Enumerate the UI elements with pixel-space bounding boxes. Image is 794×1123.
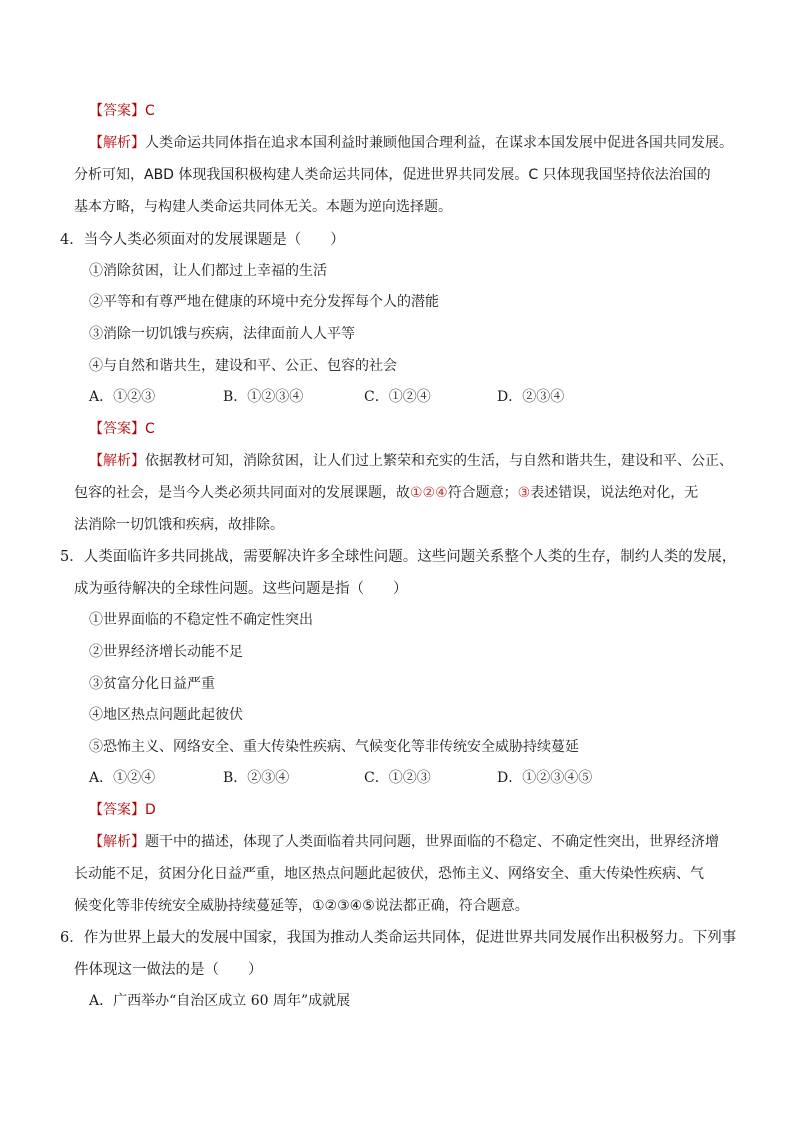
- analysis-text: 依据教材可知，消除贫困，让人们过上繁荣和充实的生活，与自然和谐共生，建设和平、公正、: [145, 453, 733, 469]
- option-d: D．②③④: [497, 389, 565, 405]
- answer-value: C: [145, 103, 155, 119]
- question-stem: 成为亟待解决的全球性问题。这些问题是指（ ）: [74, 581, 408, 597]
- analysis-line: 长动能不足，贫困分化日益严重，地区热点问题此起彼伏，恐怖主义、网络安全、重大传染性疾病、气: [74, 866, 704, 882]
- option-b: B．①②③④: [223, 389, 304, 405]
- statement-item: ④与自然和谐共生，建设和平、公正、包容的社会: [89, 358, 397, 374]
- option-b: B．②③④: [223, 770, 290, 786]
- option-a: A．①②④: [89, 770, 156, 786]
- option-a: A．①②③: [89, 389, 156, 405]
- option-d: D．①②③④⑤: [497, 770, 593, 786]
- highlight-text: ③: [517, 485, 531, 501]
- analysis-line: [89, 832, 719, 852]
- answer-value: D: [145, 802, 156, 818]
- analysis-line: 候变化等非传统安全威胁持续蔓延等，①②③④⑤说法都正确，符合题意。: [74, 898, 529, 914]
- statement-item: ③消除一切饥饿与疾病，法律面前人人平等: [89, 326, 355, 342]
- question-stem: 件体现这一做法的是（ ）: [74, 962, 263, 978]
- analysis-line: 基本方略，与构建人类命运共同体无关。本题为逆向选择题。: [74, 199, 452, 215]
- statement-item: ②平等和有尊严地在健康的环境中充分发挥每个人的潜能: [89, 294, 439, 310]
- analysis-line: 法消除一切饥饿和疾病，故排除。: [74, 517, 284, 533]
- answer-row: [89, 101, 155, 121]
- question-stem: 5．人类面临许多共同挑战，需要解决许多全球性问题。这些问题关系整个人类的生存，制约人类的发展，: [60, 549, 737, 565]
- answer-row: [89, 419, 155, 439]
- option-c: C．①②④: [364, 389, 431, 405]
- option-a: A．广西举办“自治区成立 60 周年”成就展: [89, 993, 351, 1009]
- statement-item: ③贫富分化日益严重: [89, 676, 215, 692]
- analysis-text: 人类命运共同体指在追求本国利益时兼顾他国合理利益，在谋求本国发展中促进各国共同发展。: [145, 135, 733, 151]
- analysis-line: 分析可知，ABD 体现我国积极构建人类命运共同体，促进世界共同发展。C 只体现我国坚持依法治国的: [74, 167, 711, 183]
- analysis-line: [89, 133, 733, 153]
- answer-tag: 【答案】: [89, 103, 145, 119]
- answer-value: C: [145, 421, 155, 437]
- analysis-tag: 【解析】: [89, 135, 145, 151]
- analysis-tag: 【解析】: [89, 453, 145, 469]
- analysis-line: [89, 451, 733, 471]
- answer-row: [89, 800, 156, 820]
- analysis-text: 表述错误，说法绝对化，无: [530, 485, 699, 501]
- question-stem: 4．当今人类必须面对的发展课题是（ ）: [60, 232, 345, 248]
- answer-tag: 【答案】: [89, 802, 145, 818]
- analysis-text: 符合题意；: [447, 485, 518, 501]
- answer-tag: 【答案】: [89, 421, 145, 437]
- analysis-text: 包容的社会，是当今人类必须共同面对的发展课题，故: [74, 485, 410, 501]
- option-c: C．①②③: [364, 770, 431, 786]
- statement-item: ①消除贫困，让人们都过上幸福的生活: [89, 263, 327, 279]
- highlight-text: ①②④: [410, 485, 448, 501]
- analysis-text: 题干中的描述，体现了人类面临着共同问题，世界面临的不稳定、不确定性突出，世界经济增: [145, 834, 719, 850]
- statement-item: ④地区热点问题此起彼伏: [89, 707, 243, 723]
- statement-item: ②世界经济增长动能不足: [89, 644, 243, 660]
- analysis-line: [74, 483, 698, 503]
- statement-item: ①世界面临的不稳定性不确定性突出: [89, 612, 313, 628]
- analysis-tag: 【解析】: [89, 834, 145, 850]
- question-stem: 6．作为世界上最大的发展中国家，我国为推动人类命运共同体，促进世界共同发展作出积极努力。下列事: [60, 930, 737, 946]
- statement-item: ⑤恐怖主义、网络安全、重大传染性疾病、气候变化等非传统安全威胁持续蔓延: [89, 739, 579, 755]
